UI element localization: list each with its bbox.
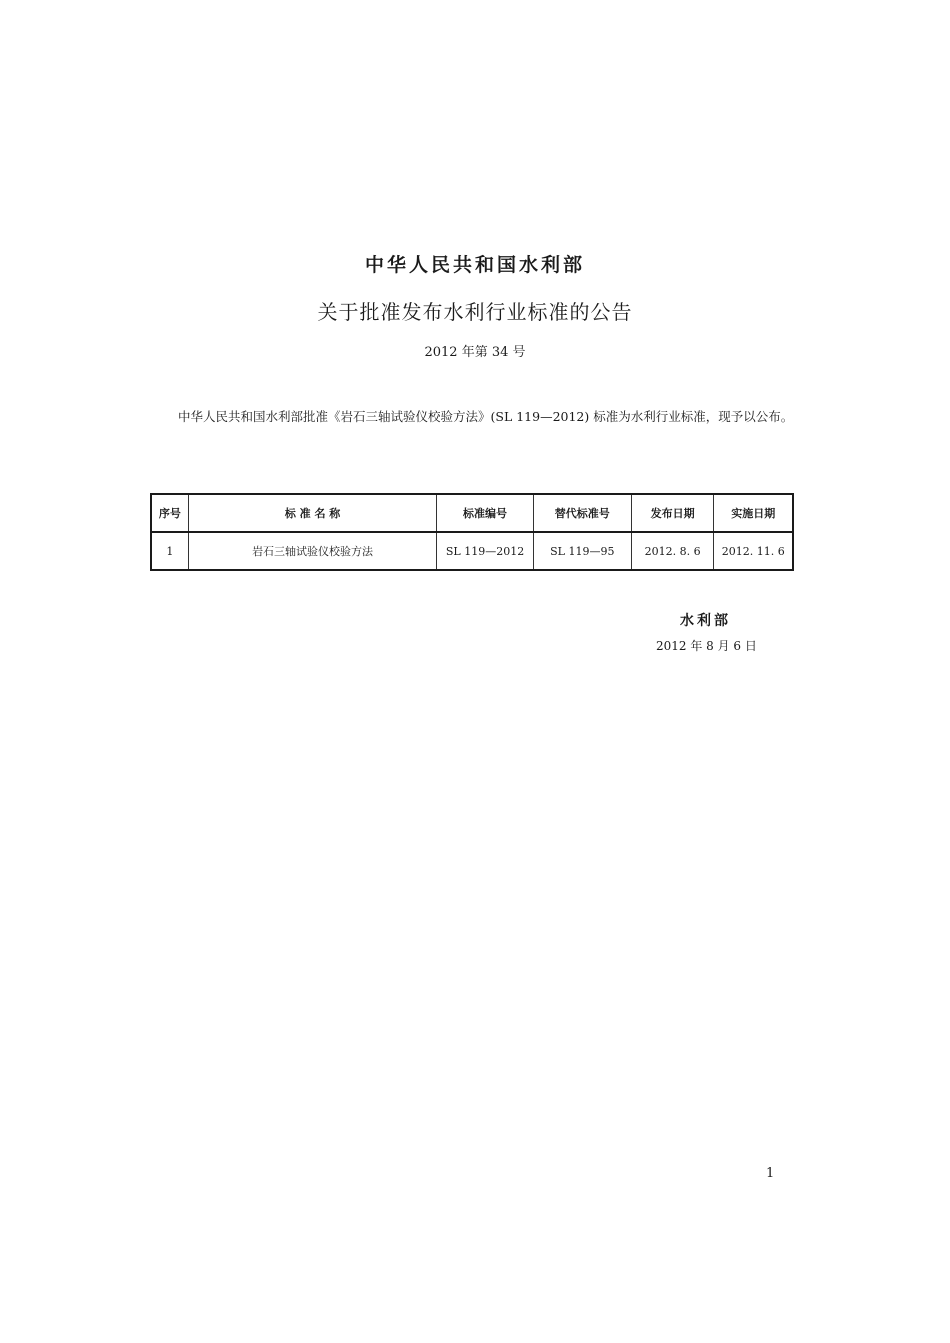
header-replaced-code: 替代标准号: [533, 494, 631, 532]
cell-publish-date: 2012. 8. 6: [631, 532, 714, 570]
table-header-row: [151, 494, 793, 532]
cell-replaced-code: SL 119—95: [533, 532, 631, 570]
header-standard-code: 标准编号: [437, 494, 533, 532]
header-publish-date: 发布日期: [631, 494, 714, 532]
announcement-title: 关于批准发布水利行业标准的公告: [317, 300, 633, 324]
announcement-paragraph: 中华人民共和国水利部批准《岩石三轴试验仪校验方法》(SL 119—2012) 标准为水利行业标准，现予以公布。: [178, 409, 794, 424]
cell-effective-date: 2012. 11. 6: [714, 532, 793, 570]
standards-table: [150, 493, 794, 571]
cell-standard-code: SL 119—2012: [437, 532, 533, 570]
table-row: [151, 532, 793, 570]
header-standard-name: 标 准 名 称: [188, 494, 437, 532]
signature-org: 水利部: [680, 613, 731, 629]
signature-date: 2012 年 8 月 6 日: [656, 639, 757, 653]
header-serial: 序号: [151, 494, 188, 532]
document-number: 2012 年第 34 号: [424, 345, 526, 360]
header-effective-date: 实施日期: [714, 494, 793, 532]
document-org-title: 中华人民共和国水利部: [364, 254, 585, 276]
page-number: 1: [766, 1166, 775, 1181]
cell-standard-name: 岩石三轴试验仪校验方法: [188, 532, 437, 570]
cell-serial: 1: [151, 532, 188, 570]
